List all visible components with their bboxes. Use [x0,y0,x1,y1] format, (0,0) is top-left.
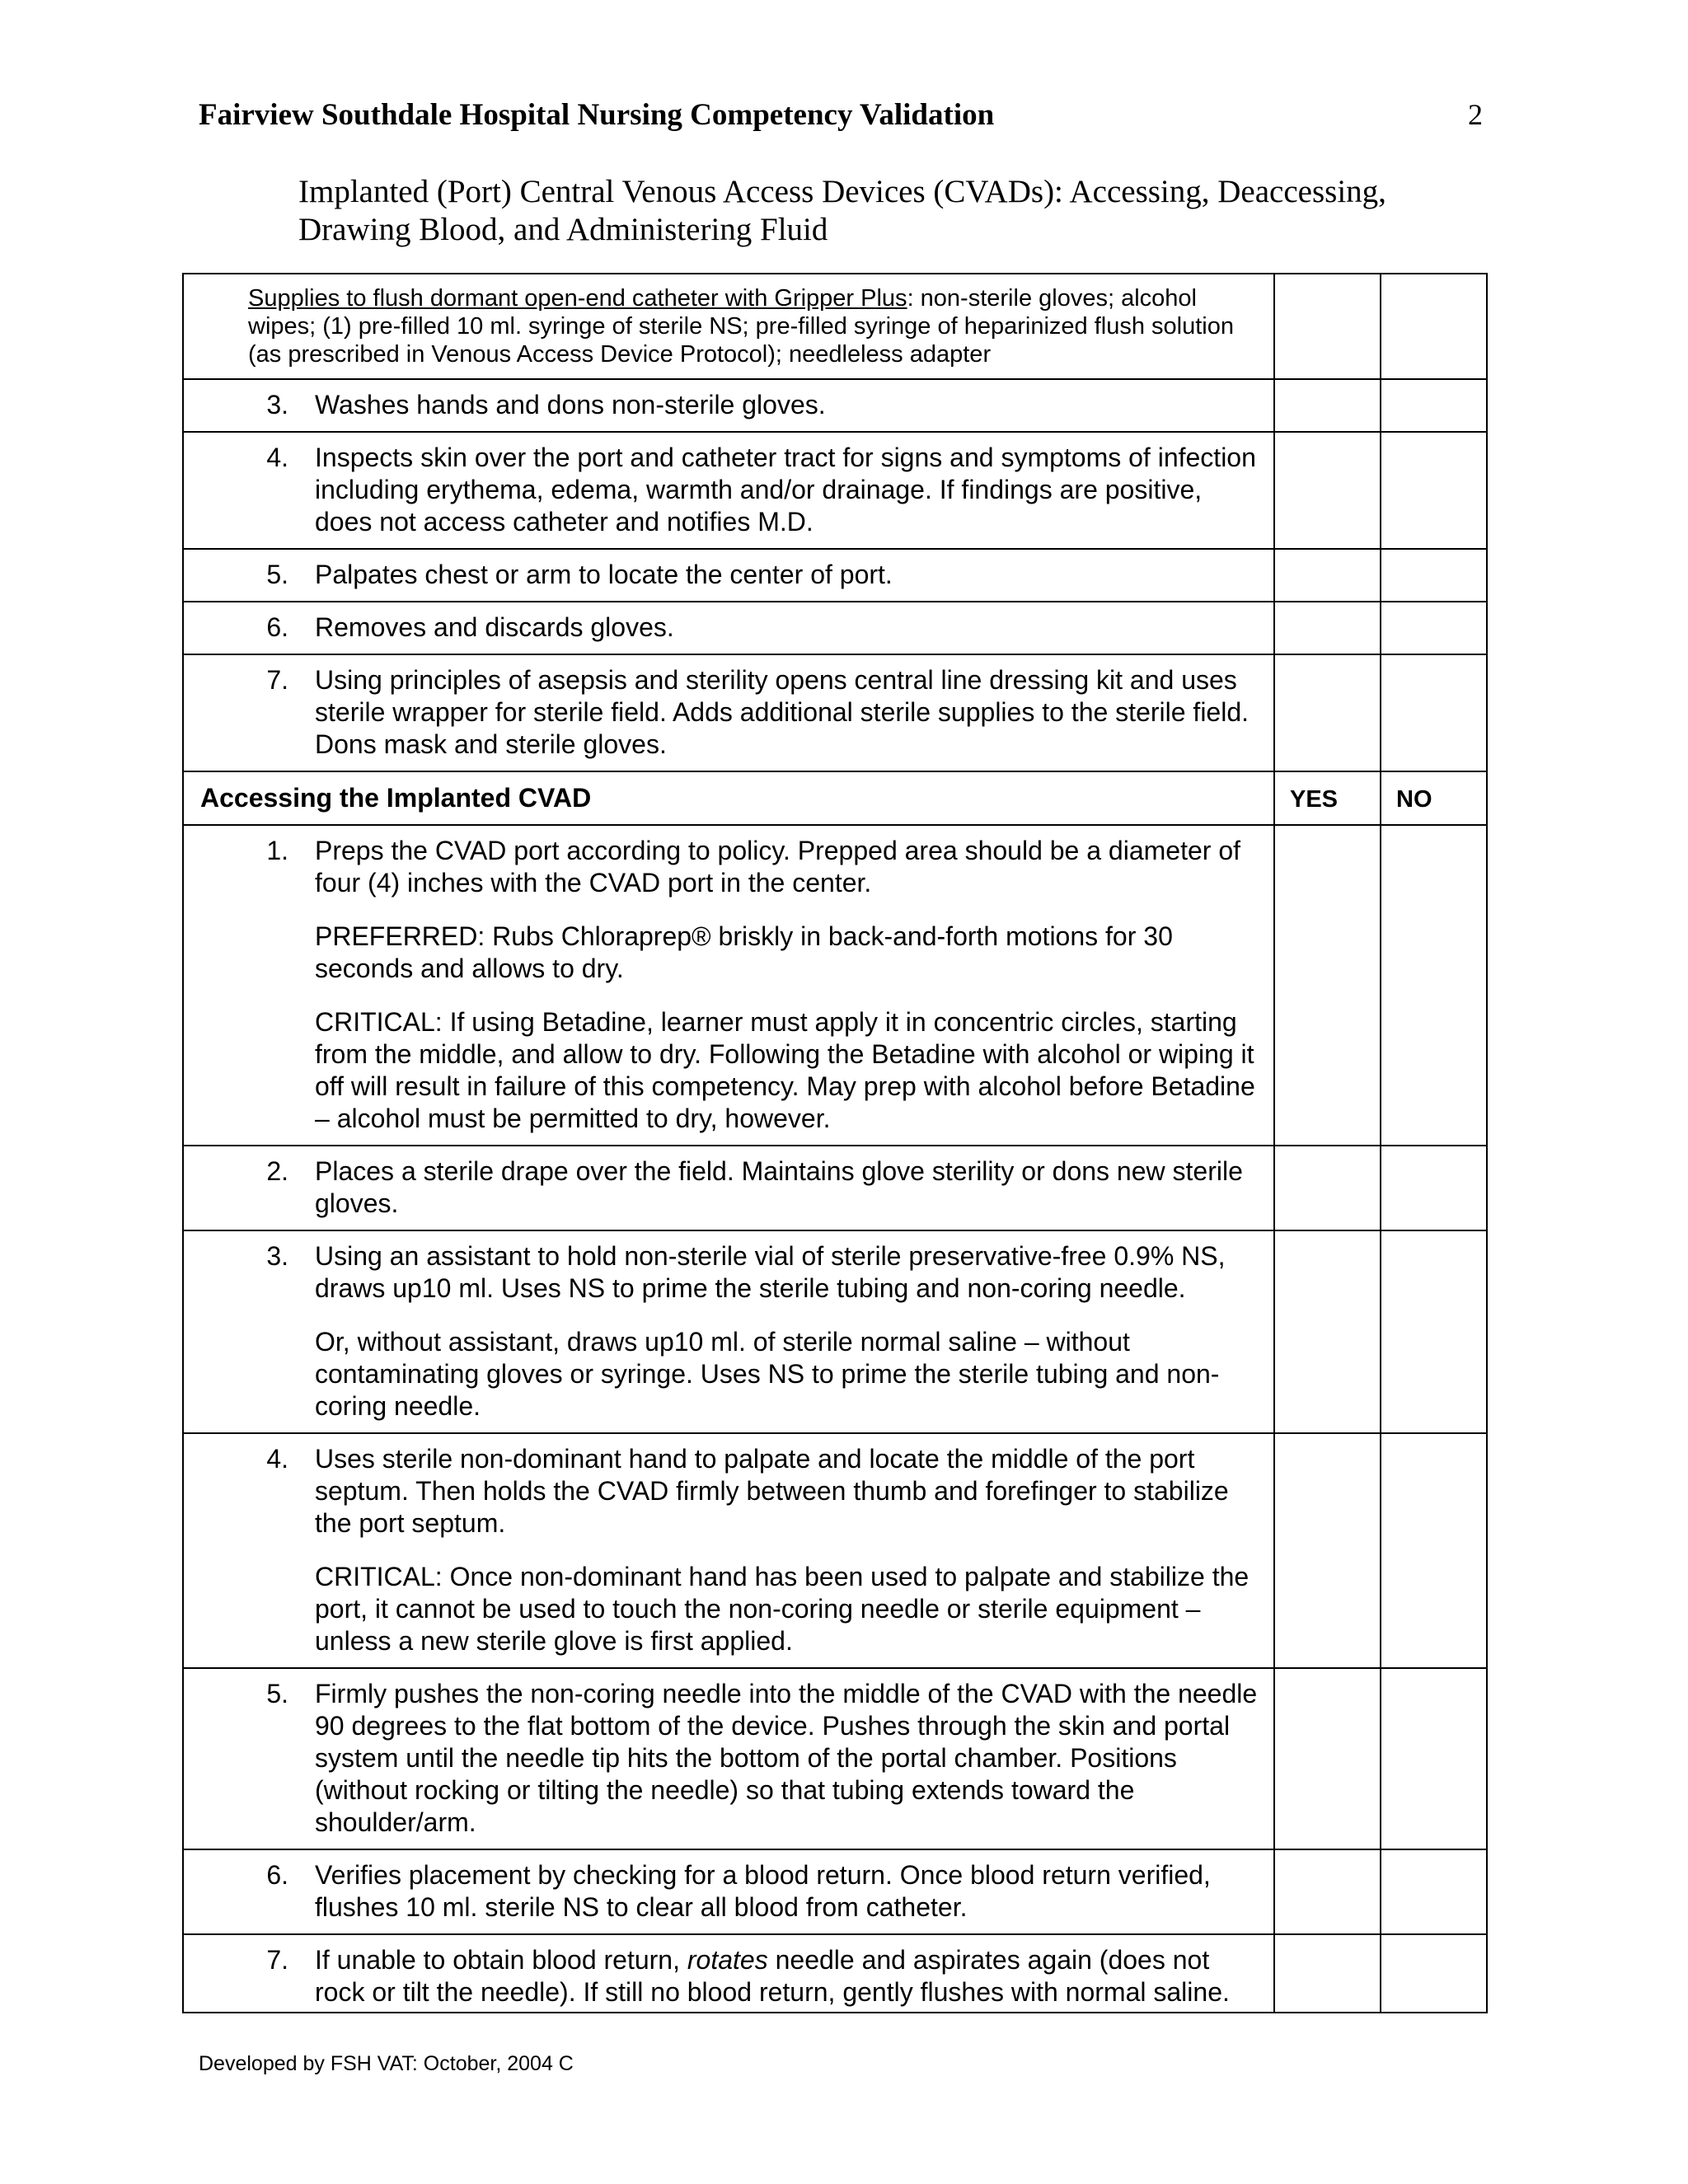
access-steps [183,825,1487,1934]
page-number: 2 [1468,98,1483,131]
step-row [183,654,1487,771]
step-text [297,612,1260,644]
yes-check-cell[interactable] [1274,432,1381,549]
step-row [183,379,1487,432]
step-number: 2. [266,1156,288,1186]
step-row [183,1849,1487,1934]
step-cell [183,602,1274,654]
no-check-cell[interactable] [1381,549,1487,602]
step [184,433,1273,548]
step-cell [183,1230,1274,1433]
step [184,826,1273,1145]
yes-check-cell[interactable] [1274,1230,1381,1433]
step [184,1669,1273,1849]
step [184,1850,1273,1933]
yes-check-cell[interactable] [1274,1146,1381,1230]
step-number: 7. [266,1945,288,1975]
step-number: 3. [266,1241,288,1271]
step-paragraph: Preps the CVAD port according to policy. Prepped area should be a diameter of four (4) inches with the CVAD port in the center. [315,836,1240,898]
step-number: 5. [266,560,288,589]
no-check-cell[interactable] [1381,825,1487,1146]
step [184,602,1273,654]
step-cell [183,1433,1274,1668]
step-number: 4. [266,1444,288,1474]
supplies-text [184,274,1273,378]
yes-check-cell[interactable] [1274,602,1381,654]
step-paragraph: Uses sterile non-dominant hand to palpate and locate the middle of the port septum. Then holds the CVAD firmly between thumb and forefinger to stabilize the port septum. [315,1444,1229,1538]
step-number: 6. [266,612,288,642]
yes-check-cell[interactable] [1274,1849,1381,1934]
step [184,380,1273,431]
prep-steps [183,379,1487,771]
no-check-cell[interactable] [1381,1230,1487,1433]
yes-check-cell[interactable] [1274,1433,1381,1668]
step-cell [183,1146,1274,1230]
section-title: Accessing the Implanted CVAD [200,783,592,813]
supplies-title: Supplies to flush dormant open-end catheter with Gripper Plus [248,285,907,312]
step-number: 7. [266,665,288,695]
header-title: Fairview Southdale Hospital Nursing Competency Validation [199,98,995,132]
step-number: 4. [266,443,288,472]
step-row [183,1146,1487,1230]
step-cell [183,1934,1274,2013]
no-check-cell[interactable] [1381,379,1487,432]
step-paragraph: Using principles of asepsis and sterility opens central line dressing kit and uses sterile wrapper for sterile field. Adds additional sterile supplies to the sterile field. Dons mask and sterile gloves. [315,665,1250,759]
step-text [297,1859,1260,1924]
no-check-cell[interactable] [1381,274,1487,379]
step-row [183,825,1487,1146]
step-paragraph: Verifies placement by checking for a blood return. Once blood return verified, flushes 10 ml. sterile NS to clear all blood from catheter. [315,1860,1211,1922]
step-number: 1. [266,836,288,865]
section-header-row [183,771,1487,825]
no-check-cell[interactable] [1381,1146,1487,1230]
yes-check-cell[interactable] [1274,549,1381,602]
step-paragraph: Palpates chest or arm to locate the center of port. [315,560,893,589]
step-number: 3. [266,390,288,419]
step [184,550,1273,601]
no-check-cell[interactable] [1381,1934,1487,2013]
step-text [297,835,1260,1135]
section-title-cell [183,771,1274,825]
step-text [297,1443,1260,1657]
step [184,1434,1273,1667]
step-cell [183,654,1274,771]
step-text [297,1678,1260,1839]
yes-column-header-cell [1274,771,1381,825]
step-row [183,1668,1487,1849]
step [184,655,1273,771]
step-text [297,1155,1260,1220]
no-check-cell[interactable] [1381,1668,1487,1849]
footer-note: Developed by FSH VAT: October, 2004 C [199,2052,574,2075]
no-column-header: NO [1396,786,1432,813]
step-cell [183,379,1274,432]
step-text [297,664,1260,761]
document-title: Implanted (Port) Central Venous Access Devices (CVADs): Accessing, Deaccessing, Drawing Blood, and Administering Fluid [298,174,1386,247]
step-text [297,559,1260,591]
yes-check-cell[interactable] [1274,379,1381,432]
step-cell [183,432,1274,549]
yes-column-header: YES [1290,786,1339,813]
step-text [297,389,1260,421]
step-row [183,432,1487,549]
page-header [199,97,1483,133]
step-paragraph: Inspects skin over the port and catheter tract for signs and symptoms of infection including erythema, edema, warmth and/or drainage. If findings are positive, does not access catheter and notifies M.D. [315,443,1256,537]
step [184,1146,1273,1230]
step-paragraph: CRITICAL: If using Betadine, learner must apply it in concentric circles, starting from the middle, and allow to dry. Following the Betadine with alcohol or wiping it off will result in failure of this competency. May prep with alcohol before Betadine – alcohol must be permitted to dry, however. [315,1007,1255,1133]
step-cell [183,1668,1274,1849]
no-column-header-cell [1381,771,1487,825]
step-cell [183,1849,1274,1934]
step-paragraph: Removes and discards gloves. [315,612,674,642]
no-check-cell[interactable] [1381,1433,1487,1668]
step-paragraph: Firmly pushes the non-coring needle into the middle of the CVAD with the needle 90 degrees to the flat bottom of the device. Pushes through the skin and portal system until the needle tip hits the bottom of the portal chamber. Positions (without rocking or tilting the needle) so that tubing extends toward the shoulder/arm. [315,1679,1258,1837]
no-check-cell[interactable] [1381,1849,1487,1934]
competency-checklist-table [182,273,1488,2013]
no-check-cell[interactable] [1381,654,1487,771]
yes-check-cell[interactable] [1274,1668,1381,1849]
yes-check-cell[interactable] [1274,825,1381,1146]
yes-check-cell[interactable] [1274,654,1381,771]
step-cell [183,549,1274,602]
step-number: 6. [266,1860,288,1890]
step-row [183,1433,1487,1668]
step-paragraph: Washes hands and dons non-sterile gloves. [315,390,826,419]
step-row [183,549,1487,602]
step-text [297,1240,1260,1422]
step-row [183,1934,1487,2013]
supplies-cell [183,274,1274,379]
no-check-cell[interactable] [1381,602,1487,654]
step-row [183,602,1487,654]
step-row [183,1230,1487,1433]
yes-check-cell[interactable] [1274,1934,1381,2013]
step-number: 5. [266,1679,288,1708]
step-paragraph: PREFERRED: Rubs Chloraprep® briskly in back-and-forth motions for 30 seconds and allows to dry. [315,921,1173,983]
step-text [297,442,1260,538]
supplies-row [183,274,1487,379]
no-check-cell[interactable] [1381,432,1487,549]
step [184,1231,1273,1432]
yes-check-cell[interactable] [1274,274,1381,379]
step-cell [183,825,1274,1146]
step-paragraph: Or, without assistant, draws up10 ml. of sterile normal saline – without contaminating gloves or syringe. Uses NS to prime the sterile tubing and non-coring needle. [315,1327,1220,1421]
step-paragraph: Places a sterile drape over the field. Maintains glove sterility or dons new sterile gloves. [315,1156,1243,1218]
step-paragraph: CRITICAL: Once non-dominant hand has been used to palpate and stabilize the port, it cannot be used to touch the non-coring needle or sterile equipment – unless a new sterile glove is first applied. [315,1562,1250,1656]
step-paragraph: Using an assistant to hold non-sterile vial of sterile preservative-free 0.9% NS, draws up10 ml. Uses NS to prime the sterile tubing and non-coring needle. [315,1241,1226,1303]
step-text: If unable to obtain blood return, rotates needle and aspirates again (does not rock or tilt the needle). If still no blood return, gently flushes with normal saline. [315,1945,1230,2007]
supplies-list: : non-sterile gloves; alcohol wipes; (1) pre-filled 10 ml. syringe of sterile NS; pre-filled syringe of heparinized flush solution (as prescribed in Venous Access Device Protocol); needleless adapter [248,285,1234,368]
